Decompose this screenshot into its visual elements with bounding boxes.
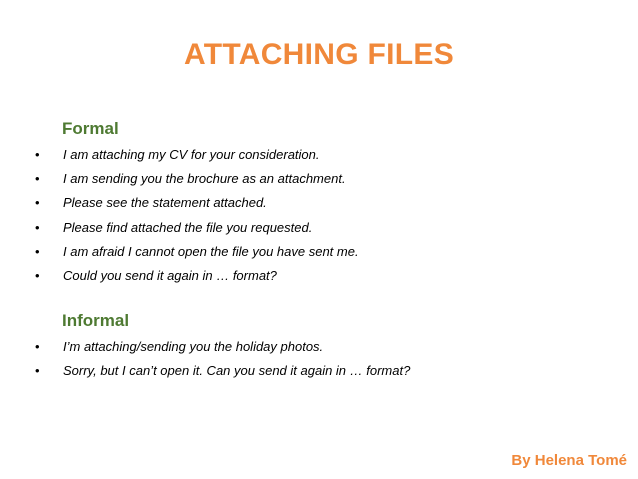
section-heading-informal: Informal bbox=[62, 311, 130, 330]
bullet-icon: • bbox=[35, 363, 40, 379]
bullet-icon: • bbox=[35, 171, 40, 187]
list-item-text: I am sending you the brochure as an attachment. bbox=[63, 171, 346, 187]
list-item bbox=[0, 169, 359, 193]
section-heading-formal: Formal bbox=[62, 119, 119, 138]
list-item bbox=[0, 242, 359, 266]
list-item-text: Please see the statement attached. bbox=[63, 195, 267, 211]
list-item-text: Please find attached the file you requested. bbox=[63, 219, 313, 235]
list-item-text: I’m attaching/sending you the holiday photos. bbox=[63, 339, 324, 354]
bullet-icon: • bbox=[35, 147, 40, 162]
list-item bbox=[0, 266, 359, 290]
list-item bbox=[0, 218, 359, 242]
author-credit: By Helena Tomé bbox=[511, 452, 627, 469]
list-item-text: I am afraid I cannot open the file you have sent me. bbox=[63, 243, 359, 259]
bullet-icon: • bbox=[35, 339, 40, 354]
list-item bbox=[0, 145, 359, 169]
informal-list bbox=[0, 337, 410, 385]
bullet-icon: • bbox=[35, 267, 40, 283]
list-item bbox=[0, 337, 410, 361]
slide-title: ATTACHING FILES bbox=[183, 38, 455, 71]
formal-list bbox=[0, 145, 359, 290]
list-item-text: I am attaching my CV for your consideration. bbox=[63, 147, 320, 162]
bullet-icon: • bbox=[35, 195, 40, 211]
list-item bbox=[0, 361, 410, 385]
bullet-icon: • bbox=[35, 219, 40, 235]
list-item-text: Could you send it again in … format? bbox=[63, 267, 277, 283]
list-item-text: Sorry, but I can’t open it. Can you send it again in … format? bbox=[63, 363, 411, 379]
list-item bbox=[0, 193, 359, 217]
bullet-icon: • bbox=[35, 243, 40, 259]
